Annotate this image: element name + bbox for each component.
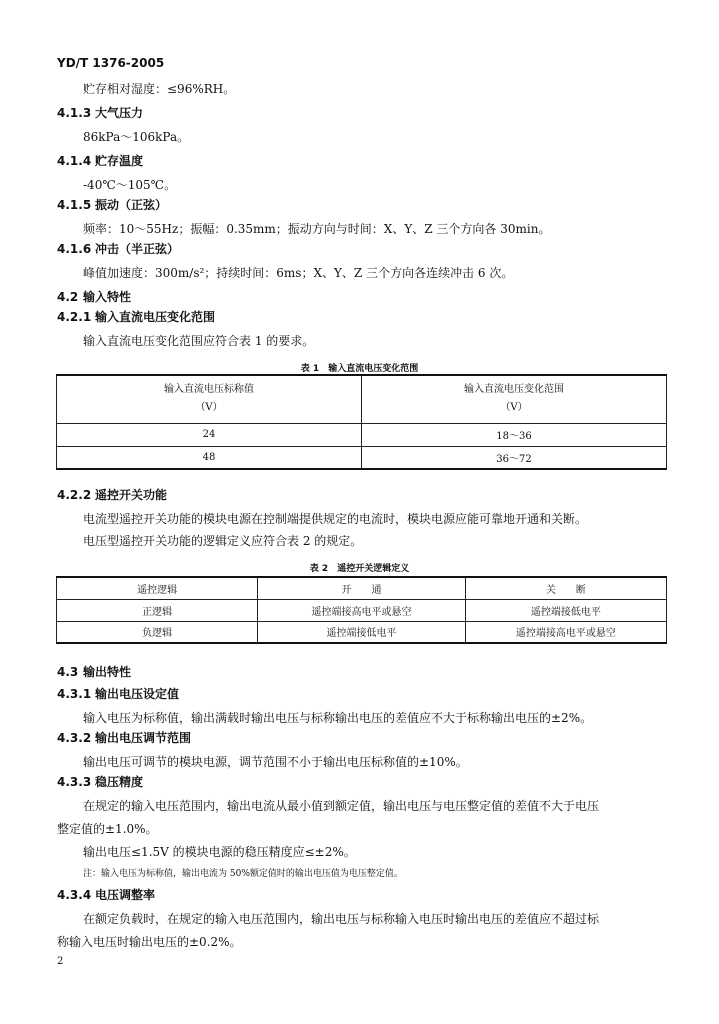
table-cell: 遥控端接高电平或悬空 — [465, 621, 666, 643]
table-cell: 遥控端接低电平 — [258, 621, 465, 643]
paragraph-line: 整定值的±1.0%。 — [57, 822, 158, 836]
section-heading-4-2-2: 4.2.2 遥控开关功能 — [57, 488, 168, 502]
section-heading-4-1-6: 4.1.6 冲击（半正弦） — [57, 242, 180, 256]
table2-header-off: 关 断 — [465, 577, 666, 599]
section-heading-4-1-4: 4.1.4 贮存温度 — [57, 154, 144, 168]
table2-header-logic: 遥控逻辑 — [57, 577, 258, 599]
paragraph-line: -40℃～105℃。 — [83, 178, 177, 192]
table-cell: 正逻辑 — [57, 599, 258, 621]
paragraph-line: 输出电压≤1.5V 的模块电源的稳压精度应≤±2%。 — [83, 845, 356, 859]
table-row — [57, 599, 667, 621]
note-line: 注：输入电压为标称值，输出电流为 50%额定值时的输出电压值为电压整定值。 — [83, 869, 403, 879]
table-row — [57, 446, 667, 469]
paragraph-line: 电压型遥控开关功能的逻辑定义应符合表 2 的规定。 — [83, 534, 363, 548]
paragraph-line: 86kPa～106kPa。 — [83, 130, 190, 144]
table1-header-range: 输入直流电压变化范围 （V） — [362, 375, 667, 423]
paragraph-line: 电流型遥控开关功能的模块电源在控制端提供规定的电流时，模块电源应能可靠地开通和关断。 — [83, 512, 588, 526]
section-heading-4-3-2: 4.3.2 输出电压调节范围 — [57, 731, 192, 745]
paragraph-line: 在规定的输入电压范围内，输出电流从最小值到额定值，输出电压与电压整定值的差值不大于电压 — [83, 799, 600, 813]
document-id: YD/T 1376-2005 — [57, 56, 165, 70]
table2-header-on: 开 通 — [258, 577, 465, 599]
table-cell: 24 — [57, 423, 362, 446]
table1-header-nominal: 输入直流电压标称值 （V） — [57, 375, 362, 423]
table-cell: 18～36 — [362, 423, 667, 446]
section-heading-4-1-3: 4.1.3 大气压力 — [57, 106, 144, 120]
table-row — [57, 621, 667, 643]
section-heading-4-1-5: 4.1.5 振动（正弦） — [57, 198, 168, 212]
paragraph-line: 贮存相对湿度：≤96%RH。 — [83, 82, 236, 96]
table-row — [57, 423, 667, 446]
paragraph-line: 频率：10～55Hz；振幅：0.35mm；振动方向与时间：X、Y、Z 三个方向各 30min。 — [83, 222, 551, 236]
page-number: 2 — [57, 956, 64, 967]
table1 — [56, 374, 667, 470]
section-heading-4-3-1: 4.3.1 输出电压设定值 — [57, 687, 180, 701]
table-cell: 48 — [57, 446, 362, 469]
table1-caption: 表 1 输入直流电压变化范围 — [300, 364, 419, 374]
table-cell: 遥控端接低电平 — [465, 599, 666, 621]
table-cell: 负逻辑 — [57, 621, 258, 643]
paragraph-line: 在额定负载时，在规定的输入电压范围内，输出电压与标称输入电压时输出电压的差值应不超过标 — [83, 912, 600, 926]
table-cell: 遥控端接高电平或悬空 — [258, 599, 465, 621]
table2 — [56, 576, 667, 644]
paragraph-line: 峰值加速度：300m/s²；持续时间：6ms；X、Y、Z 三个方向各连续冲击 6 次。 — [83, 266, 514, 280]
section-heading-4-2: 4.2 输入特性 — [57, 290, 132, 304]
section-heading-4-3: 4.3 输出特性 — [57, 665, 132, 679]
paragraph-line: 输入直流电压变化范围应符合表 1 的要求。 — [83, 334, 315, 348]
section-heading-4-3-3: 4.3.3 稳压精度 — [57, 775, 144, 789]
paragraph-line: 称输入电压时输出电压的±0.2%。 — [57, 935, 242, 949]
paragraph-line: 输入电压为标称值，输出满载时输出电压与标称输出电压的差值应不大于标称输出电压的±2%。 — [83, 711, 593, 725]
section-heading-4-3-4: 4.3.4 电压调整率 — [57, 888, 156, 902]
table-cell: 36～72 — [362, 446, 667, 469]
paragraph-line: 输出电压可调节的模块电源，调节范围不小于输出电压标称值的±10%。 — [83, 755, 468, 769]
section-heading-4-2-1: 4.2.1 输入直流电压变化范围 — [57, 310, 216, 324]
table2-caption: 表 2 遥控开关逻辑定义 — [309, 564, 410, 574]
